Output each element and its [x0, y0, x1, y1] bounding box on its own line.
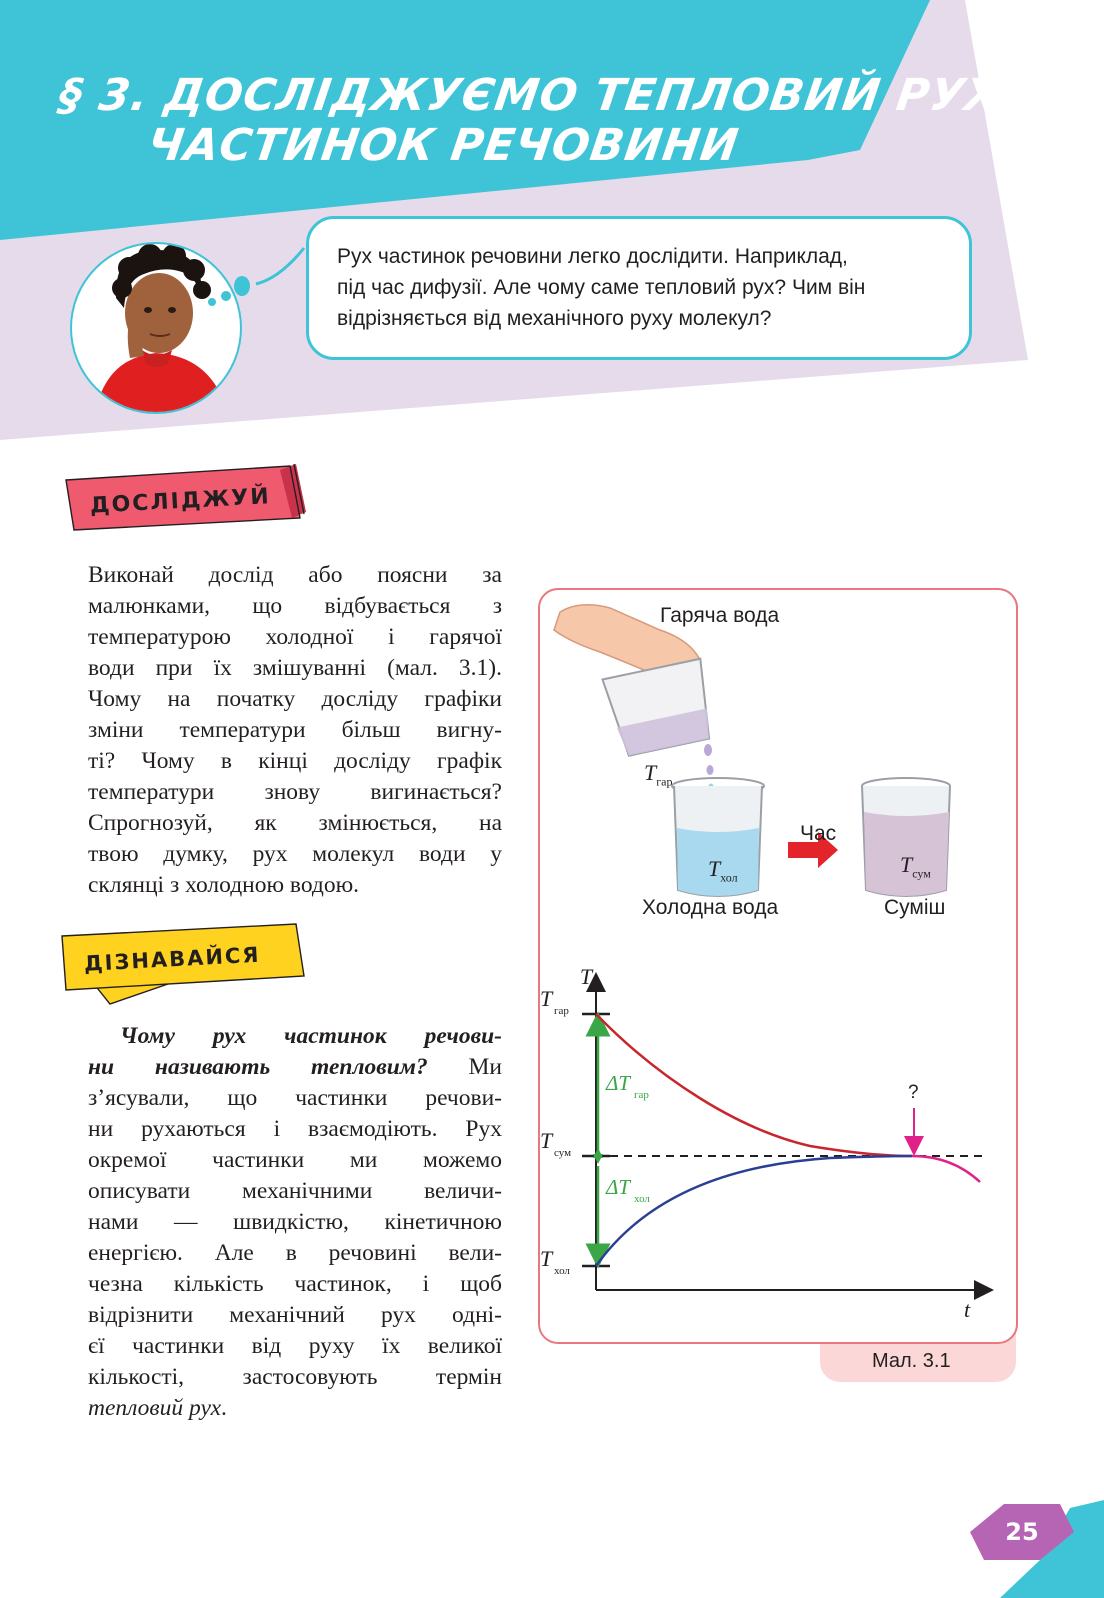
page-number-badge	[970, 1498, 1090, 1564]
research-banner	[60, 462, 310, 542]
text-line: відрізнити механічний рух однi-	[88, 1302, 502, 1328]
tick-label-mix: T	[540, 1128, 553, 1153]
inline-text: Ми	[427, 1054, 502, 1080]
text-line: Виконай дослід або поясни за	[88, 562, 502, 588]
hot-glass	[602, 659, 716, 758]
temperature-chart	[540, 960, 1010, 1330]
cooling-curve	[912, 1156, 980, 1182]
bubble-text	[337, 241, 957, 334]
text-line: температурою холодної і гарячої	[88, 624, 502, 650]
chapter-title-line-2: ЧАСТИНОК РЕЧОВИНИ	[144, 120, 743, 171]
y-axis-label: T	[579, 964, 593, 989]
learn-paragraph	[88, 1021, 502, 1424]
text-line: єї частинки від руху їх великої	[88, 1333, 502, 1359]
learn-banner-label: ДІЗНАВАЙСЯ	[83, 942, 262, 976]
hot-curve	[596, 1014, 912, 1156]
text-line: ни рухаються і взаємодіють. Рух	[88, 1116, 502, 1142]
text-line: ті? Чому в кінці досліду графік	[88, 748, 502, 774]
text-line: Чому на початку досліду графіки	[88, 686, 502, 712]
text-line	[88, 1052, 502, 1083]
bubble-line: Рух частинок речовини легко дослідити. Наприклад,	[337, 245, 848, 268]
symbol: T	[900, 852, 913, 877]
question-bubble	[306, 216, 972, 360]
tick-label-hot-sub: гар	[554, 1005, 569, 1017]
text-line: води при їх змішуванні (мал. 3.1).	[88, 655, 502, 681]
hot-water-label: Гаряча вода	[660, 604, 780, 627]
tick-label-cold: T	[540, 1246, 553, 1271]
text-line: описувати механічними величи-	[88, 1178, 502, 1204]
cold-curve	[596, 1156, 912, 1266]
tick-label-hot: T	[540, 986, 553, 1011]
subscript: гар	[656, 774, 673, 789]
research-banner-label: ДОСЛІДЖУЙ	[89, 484, 272, 519]
x-axis-label: t	[964, 1297, 971, 1322]
delta-hot-sub: гар	[634, 1089, 649, 1101]
subscript: сум	[912, 866, 931, 881]
time-label: Час	[800, 822, 837, 845]
figure-caption: Мал. 3.1	[872, 1350, 951, 1372]
text-line: з’ясували, що частинки речови-	[88, 1085, 502, 1111]
text-line: нами — швидкістю, кінетичною	[88, 1209, 502, 1235]
subscript: хол	[720, 870, 738, 885]
text-line: Спрогнозуй, як змінюється, на	[88, 810, 502, 836]
text-line: зміни температури більш вигну-	[88, 717, 502, 743]
research-paragraph	[88, 560, 502, 901]
symbol: T	[644, 760, 657, 785]
bubble-line: відрізняється від механічного руху молекул?	[337, 307, 772, 330]
delta-cold-label: ΔT	[606, 1175, 631, 1199]
page-number: 25	[1005, 1518, 1039, 1546]
question-heading: Чому рух частинок речови-	[120, 1023, 502, 1049]
mixture-label: Суміш	[884, 896, 946, 919]
text-line: температури знову вигинається?	[88, 779, 502, 805]
cold-water-label: Холодна вода	[642, 896, 779, 919]
chapter-title-line-1: § 3. ДОСЛІДЖУЄМО ТЕПЛОВИЙ РУХ	[56, 70, 1004, 121]
t-hot-label	[644, 760, 673, 789]
text-line: твою думку, рух молекул води у	[88, 841, 502, 867]
tick-label-cold-sub: хол	[554, 1265, 570, 1277]
question-mark: ?	[908, 1082, 919, 1103]
t-mix-label	[900, 852, 931, 881]
text-line: кількості, застосовують термін	[88, 1364, 502, 1390]
text-line: окремої частинки ми можемо	[88, 1147, 502, 1173]
t-cold-label	[708, 856, 738, 885]
delta-cold-sub: хол	[634, 1193, 650, 1205]
drop-icon	[704, 744, 712, 756]
text-line	[88, 1021, 502, 1052]
symbol: T	[708, 856, 721, 881]
question-heading-cont: ни називають тепловим?	[88, 1054, 428, 1080]
tick-label-mix-sub: сум	[554, 1147, 572, 1159]
thought-dots	[200, 228, 320, 318]
bubble-line: під час дифузії. Але чому саме тепловий рух? Чим він	[337, 276, 866, 299]
text-line	[88, 1393, 502, 1424]
text-line: склянці з холодною водою.	[88, 872, 360, 898]
term-italic: тепловий рух	[88, 1395, 222, 1421]
text-line: енергією. Але в речовині вели-	[88, 1240, 502, 1266]
drop-icon	[707, 765, 714, 775]
text-line: малюнками, що відбувається з	[88, 593, 502, 619]
inline-text: .	[221, 1395, 227, 1421]
text-line: чезна кількість частинок, і щоб	[88, 1271, 502, 1297]
delta-hot-label: ΔT	[606, 1071, 631, 1095]
learn-banner	[58, 922, 318, 1022]
